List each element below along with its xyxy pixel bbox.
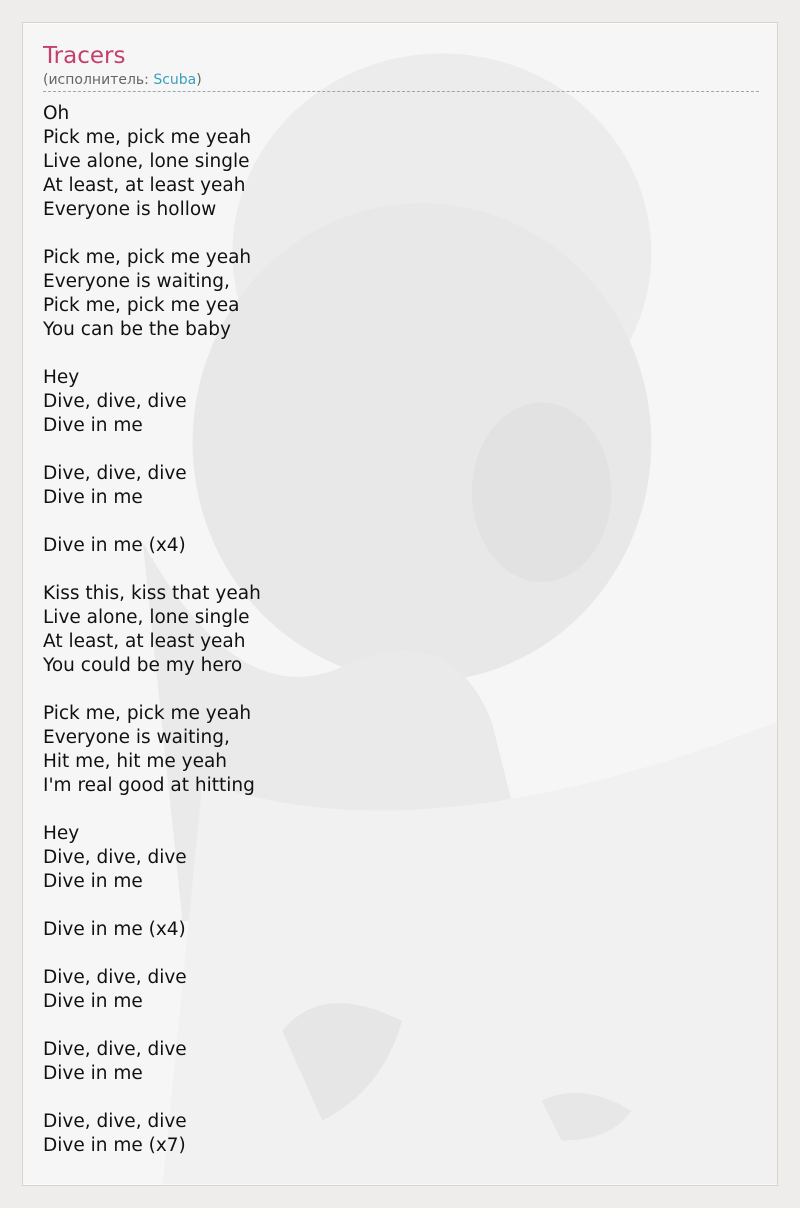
lyrics-line: Hit me, hit me yeah: [43, 751, 228, 772]
lyrics-text: [43, 102, 759, 1158]
lyrics-line: Pick me, pick me yeah: [43, 247, 252, 268]
lyrics-stanza: [43, 102, 759, 222]
lyrics-line: Pick me, pick me yea: [43, 295, 240, 316]
lyrics-line: Pick me, pick me yeah: [43, 127, 252, 148]
lyrics-stanza: [43, 822, 759, 894]
lyrics-line: Dive, dive, dive: [43, 1111, 187, 1132]
lyrics-line: Hey: [43, 367, 80, 388]
artist-link[interactable]: Scuba: [153, 72, 197, 88]
lyrics-line: At least, at least yeah: [43, 631, 246, 652]
lyrics-stanza: [43, 462, 759, 510]
lyrics-line: Kiss this, kiss that yeah: [43, 583, 261, 604]
song-title: Tracers: [43, 43, 126, 69]
lyrics-line: Dive, dive, dive: [43, 967, 187, 988]
lyrics-line: Dive in me: [43, 871, 143, 892]
lyrics-line: Everyone is waiting,: [43, 727, 230, 748]
lyrics-line: Dive in me: [43, 1063, 143, 1084]
lyrics-line: At least, at least yeah: [43, 175, 246, 196]
lyrics-stanza: [43, 918, 759, 942]
lyrics-stanza: [43, 582, 759, 678]
lyrics-stanza: [43, 534, 759, 558]
lyrics-line: Dive, dive, dive: [43, 391, 187, 412]
artist-suffix: ): [196, 72, 202, 88]
lyrics-line: Everyone is waiting,: [43, 271, 230, 292]
lyrics-card: [22, 22, 778, 1186]
lyrics-line: Dive in me: [43, 415, 143, 436]
lyrics-line: Dive, dive, dive: [43, 463, 187, 484]
lyrics-line: Dive in me (x4): [43, 919, 186, 940]
lyrics-line: Dive in me: [43, 487, 143, 508]
lyrics-line: Pick me, pick me yeah: [43, 703, 252, 724]
lyrics-stanza: [43, 1110, 759, 1158]
lyrics-line: Dive, dive, dive: [43, 847, 187, 868]
artist-line: [43, 71, 759, 92]
lyrics-stanza: [43, 702, 759, 798]
lyrics-stanza: [43, 966, 759, 1014]
artist-prefix: (исполнитель:: [43, 72, 154, 88]
lyrics-line: Dive in me: [43, 991, 143, 1012]
lyrics-line: You can be the baby: [43, 319, 231, 340]
lyrics-stanza: [43, 366, 759, 438]
lyrics-stanza: [43, 246, 759, 342]
lyrics-line: Everyone is hollow: [43, 199, 217, 220]
lyrics-line: Live alone, lone single: [43, 607, 250, 628]
lyrics-line: Hey: [43, 823, 80, 844]
lyrics-line: Dive in me (x4): [43, 535, 186, 556]
lyrics-line: Dive, dive, dive: [43, 1039, 187, 1060]
lyrics-stanza: [43, 1038, 759, 1086]
lyrics-content: [43, 41, 759, 1182]
lyrics-line: Dive in me (x7): [43, 1135, 186, 1156]
lyrics-line: I'm real good at hitting: [43, 775, 255, 796]
lyrics-line: Oh: [43, 103, 70, 124]
lyrics-line: You could be my hero: [43, 655, 243, 676]
lyrics-line: Live alone, lone single: [43, 151, 250, 172]
